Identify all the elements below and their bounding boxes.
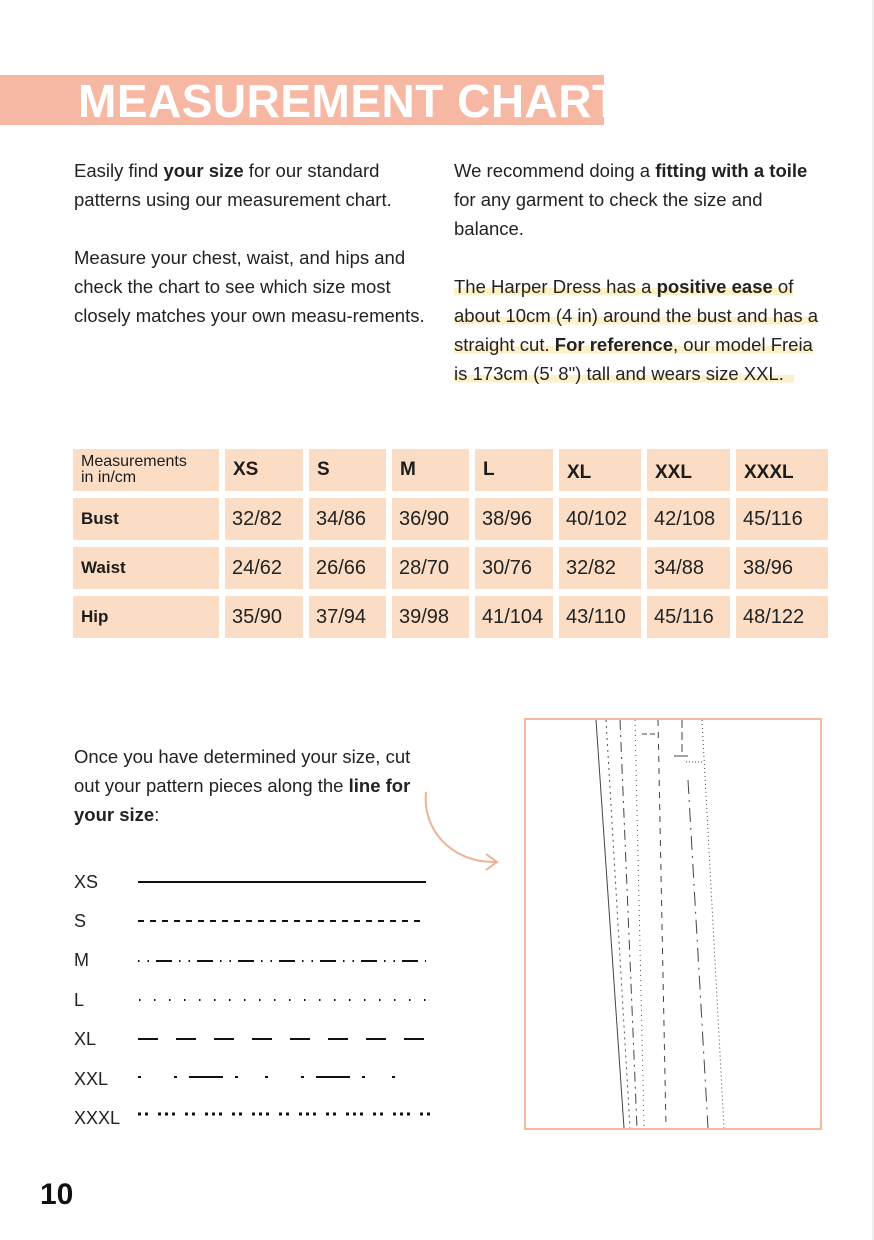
size-label-xs: XS [74, 872, 99, 892]
intro-right [454, 156, 824, 388]
intro-left-p1 [74, 156, 434, 214]
size-label-l: L [74, 990, 85, 1010]
text-run: for our standard patterns using our measurement chart. [74, 160, 392, 210]
size-line-intro [74, 742, 434, 829]
table-cell: 24/62 [225, 547, 303, 589]
table-cell: 42/108 [647, 498, 730, 540]
table-cell: 26/66 [309, 547, 386, 589]
line-sample-xl [138, 1032, 430, 1046]
size-label-xxl: XXL [74, 1069, 109, 1089]
table-cell: 40/102 [559, 498, 641, 540]
size-header-l: L [475, 449, 553, 491]
intro-left [74, 156, 434, 330]
line-sample-xxl [138, 1071, 430, 1085]
bold-run: your size [163, 160, 244, 181]
table-cell: 30/76 [475, 547, 553, 589]
table-cell: 34/86 [309, 498, 386, 540]
table-cell: 38/96 [736, 547, 828, 589]
row-label-hip: Hip [73, 596, 219, 638]
table-cell: 39/98 [392, 596, 469, 638]
size-label-m: M [74, 950, 89, 970]
text-run: The Harper Dress has a [454, 276, 657, 297]
table-cell: 35/90 [225, 596, 303, 638]
size-label-xl: XL [74, 1029, 97, 1049]
table-cell: 43/110 [559, 596, 641, 638]
highlighted-text [454, 276, 818, 384]
table-cell: 45/116 [736, 498, 828, 540]
line-sample-l [138, 993, 430, 1007]
table-cell: 36/90 [392, 498, 469, 540]
curved-arrow-icon [420, 788, 505, 873]
line-sample-xxxl [138, 1106, 434, 1120]
bold-run: positive ease [656, 276, 773, 297]
corner-label-line1: Measurements [81, 453, 187, 470]
page-number: 10 [40, 1178, 74, 1211]
size-header-s: S [309, 449, 386, 491]
intro-right-p2-highlighted [454, 272, 824, 388]
text-run: of about 10cm (4 in) around the bust and has a straight cut. [454, 276, 819, 355]
size-header-xl: XL [559, 449, 641, 491]
table-cell: 41/104 [475, 596, 553, 638]
size-label-xxxl: XXXL [74, 1108, 121, 1128]
table-cell: 38/96 [475, 498, 553, 540]
table-cell: 32/82 [225, 498, 303, 540]
line-sample-m [138, 954, 430, 968]
size-header-xs: XS [225, 449, 303, 491]
table-cell: 28/70 [392, 547, 469, 589]
pattern-lines-drawing [526, 720, 820, 1128]
text-run: : [154, 804, 160, 825]
line-sample-xs [138, 875, 430, 889]
text-run: , our model Freia is 173cm (5' 8") tall and wears size XXL. [454, 334, 813, 384]
text-run: Easily find [74, 160, 164, 181]
text-run: Once you have determined your size, cut out your pattern pieces along the [74, 746, 411, 796]
table-cell: 45/116 [647, 596, 730, 638]
bold-run: For reference [554, 334, 674, 355]
bold-run: line for your size [74, 775, 411, 825]
intro-right-p1 [454, 156, 824, 243]
table-cell: 48/122 [736, 596, 828, 638]
size-header-m: M [392, 449, 469, 491]
line-sample-s [138, 914, 430, 928]
table-corner-cell [73, 449, 219, 491]
pattern-illustration [524, 718, 822, 1130]
table-cell: 34/88 [647, 547, 730, 589]
table-cell: 32/82 [559, 547, 641, 589]
text-run: We recommend doing a [454, 160, 656, 181]
row-label-bust: Bust [73, 498, 219, 540]
bold-run: fitting with a toile [655, 160, 808, 181]
text-run: for any garment to check the size and balance. [454, 189, 763, 239]
corner-label-line2: in in/cm [81, 469, 137, 486]
size-header-xxl: XXL [647, 449, 730, 491]
page-title: MEASUREMENT CHART [78, 75, 621, 127]
table-cell: 37/94 [309, 596, 386, 638]
size-header-xxxl: XXXL [736, 449, 828, 491]
size-label-s: S [74, 911, 87, 931]
row-label-waist: Waist [73, 547, 219, 589]
intro-left-p2: Measure your chest, waist, and hips and check the chart to see which size most closely matches your own measu-rements. [74, 247, 425, 326]
